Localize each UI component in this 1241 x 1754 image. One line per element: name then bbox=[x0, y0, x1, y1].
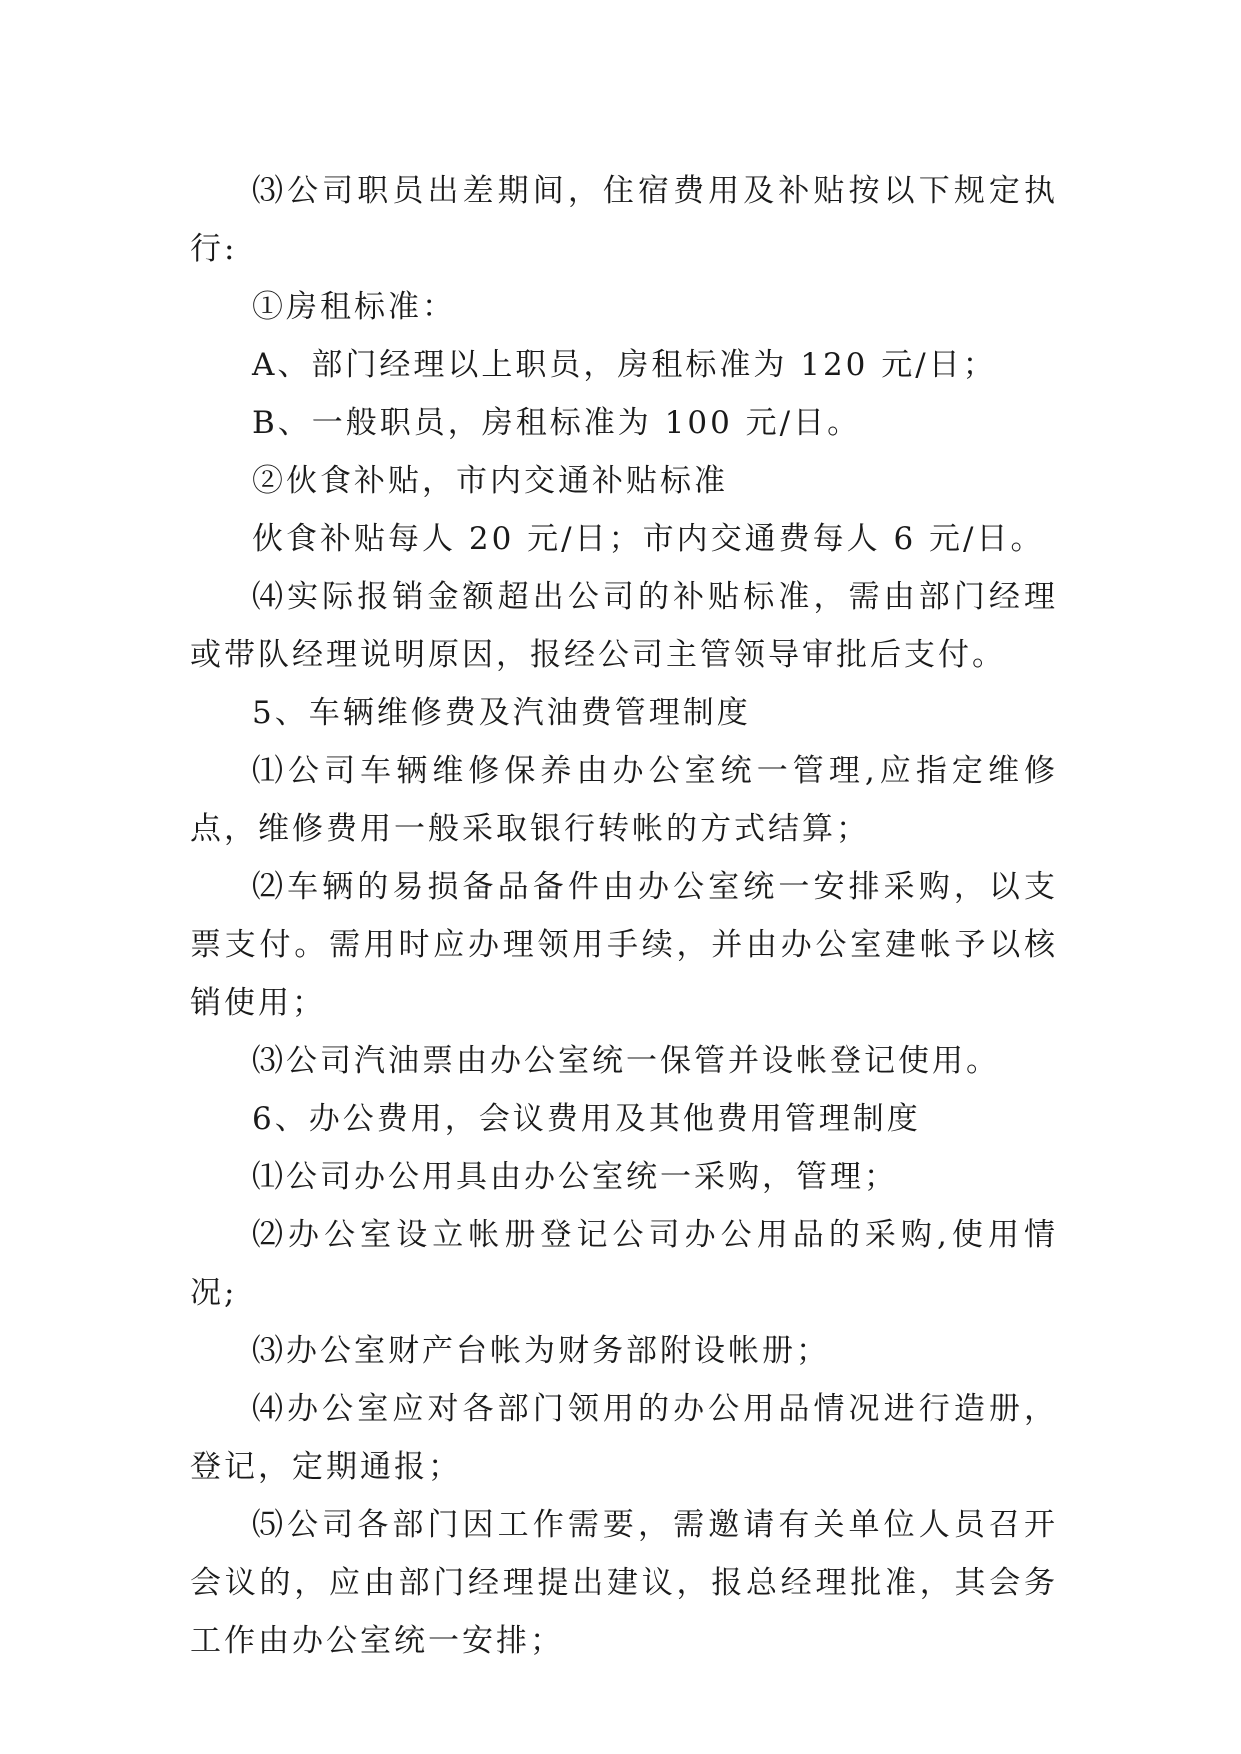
paragraph-office-supplies-purchase: ⑴公司办公用具由办公室统一采购，管理； bbox=[252, 1159, 898, 1195]
section-5-heading: 5、车辆维修费及汽油费管理制度 bbox=[252, 695, 751, 731]
paragraph-3-lodging-rules: ⑶公司职员出差期间，住宿费用及补贴按以下规定执行: bbox=[190, 173, 1058, 267]
paragraph-fuel-tickets: ⑶公司汽油票由办公室统一保管并设帐登记使用。 bbox=[252, 1043, 1000, 1079]
section-6-heading: 6、办公费用，会议费用及其他费用管理制度 bbox=[252, 1101, 921, 1137]
paragraph-office-ledger: ⑵办公室设立帐册登记公司办公用品的采购,使用情况; bbox=[190, 1217, 1058, 1311]
paragraph-vehicle-parts: ⑵车辆的易损备品备件由办公室统一安排采购，以支票支付。需用时应办理领用手续，并由办公室建帐予以核销使用； bbox=[190, 869, 1058, 1021]
paragraph-meal-transport-amounts: 伙食补贴每人 20 元/日；市内交通费每人 6 元/日。 bbox=[252, 521, 1045, 557]
paragraph-room-rate-standard: ①房租标准： bbox=[252, 289, 456, 325]
paragraph-room-rate-managers: A、部门经理以上职员，房租标准为 120 元/日； bbox=[252, 347, 997, 383]
paragraph-meal-transport-standard: ②伙食补贴，市内交通补贴标准 bbox=[252, 463, 728, 499]
paragraph-supplies-registration: ⑷办公室应对各部门领用的办公用品情况进行造册，登记，定期通报； bbox=[190, 1391, 1058, 1485]
paragraph-property-ledger: ⑶办公室财产台帐为财务部附设帐册； bbox=[252, 1333, 830, 1369]
paragraph-meeting-arrangement: ⑸公司各部门因工作需要，需邀请有关单位人员召开会议的，应由部门经理提出建议，报总经理批准，其会务工作由办公室统一安排； bbox=[190, 1507, 1058, 1659]
paragraph-vehicle-maintenance: ⑴公司车辆维修保养由办公室统一管理,应指定维修点，维修费用一般采取银行转帐的方式结算； bbox=[190, 753, 1058, 847]
document-body bbox=[190, 162, 1058, 1670]
paragraph-4-excess-reimbursement: ⑷实际报销金额超出公司的补贴标准，需由部门经理或带队经理说明原因，报经公司主管领导审批后支付。 bbox=[190, 579, 1058, 673]
paragraph-room-rate-staff: B、一般职员，房租标准为 100 元/日。 bbox=[252, 405, 862, 441]
